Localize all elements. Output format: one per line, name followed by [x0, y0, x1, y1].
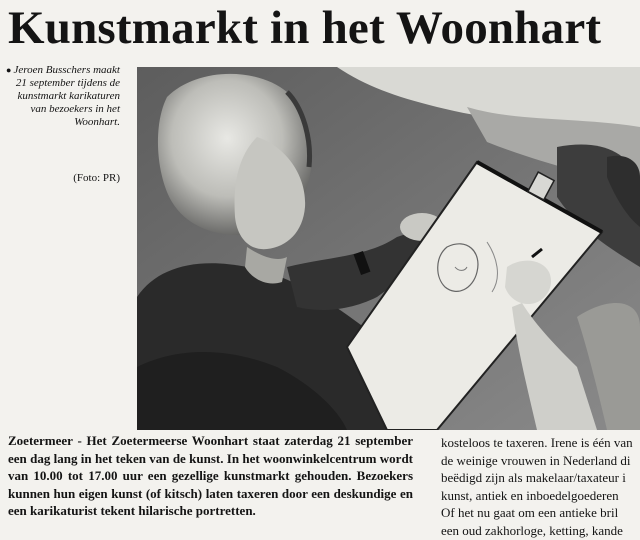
body-line: de weinige vrouwen in Nederland di — [441, 452, 631, 468]
article-body-right — [441, 434, 640, 538]
body-line: Of het nu gaat om een antieke bril — [441, 505, 619, 520]
body-line: een oud zakhorloge, ketting, kande — [441, 522, 623, 538]
article-body-left — [8, 432, 413, 520]
headline: Kunstmarkt in het Woonhart — [8, 2, 602, 54]
body-line: kosteloos te taxeren. Irene is één van — [441, 435, 633, 450]
photo-caption — [6, 64, 120, 129]
photo-illustration — [137, 67, 640, 430]
body-line: beëdigd zijn als makelaar/taxateur i — [441, 470, 626, 485]
body-line: kunst, antiek en inboedelgoederen — [441, 487, 619, 503]
caption-text: Jeroen Busschers maakt 21 september tijdens de kunstmarkt karikaturen van bezoekers in het Woonhart. — [13, 64, 120, 128]
article-photo — [137, 67, 640, 430]
caption-bullet: ● — [6, 65, 12, 75]
photo-credit: (Foto: PR) — [73, 172, 120, 184]
article-paragraph: Zoetermeer - Het Zoetermeerse Woonhart staat zaterdag 21 september een dag lang in het teken van de kunst. In het woonwinkelcentrum wordt van 10.00 tot 17.00 uur een gezellige kunstmarkt gehouden. Bezoekers kunnen hun eigen kunst (of kitsch) laten taxeren door een deskundige en een karikaturist tekent hilarische portretten. — [8, 433, 413, 518]
